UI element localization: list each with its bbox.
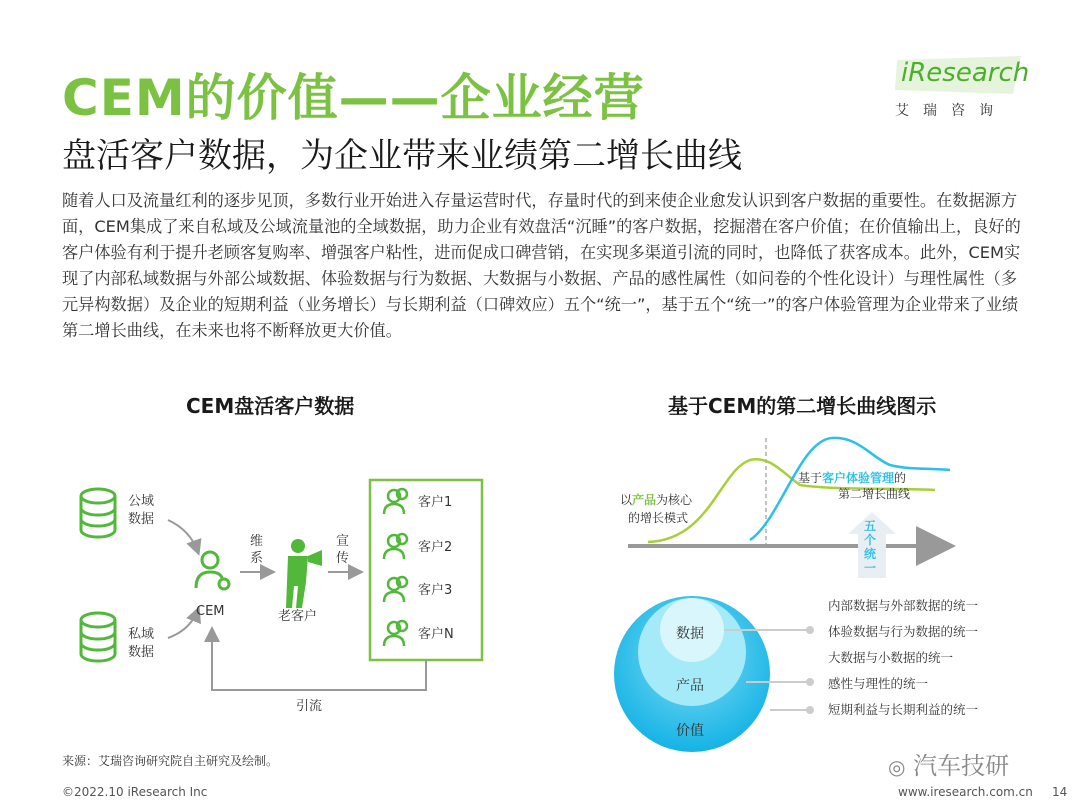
unification-5: 短期利益与长期利益的统一	[828, 702, 979, 717]
old-customer-label: 老客户	[278, 609, 318, 624]
cem-data-diagram	[60, 460, 500, 730]
customer-n-label: 客户N	[418, 627, 454, 642]
cem-label: CEM	[196, 604, 225, 619]
arrow-private-to-cem	[168, 610, 198, 638]
traffic-label: 引流	[296, 699, 323, 714]
source-note: 来源：艾瑞咨询研究院自主研究及绘制。	[62, 754, 279, 768]
leader-dot	[806, 706, 814, 714]
unification-1: 内部数据与外部数据的统一	[828, 598, 979, 613]
iresearch-logo	[893, 56, 1030, 120]
logo-chinese: 艾瑞咨询	[895, 103, 1007, 119]
watermark	[888, 746, 1009, 781]
customer-1-label: 客户1	[418, 495, 453, 510]
private-data-label-2: 数据	[128, 645, 155, 660]
right-diagram-title: 基于CEM的第二增长曲线图示	[668, 394, 937, 418]
customer-icon	[384, 534, 407, 559]
public-data-label-1: 公域	[128, 494, 155, 509]
customer-2-label: 客户2	[418, 540, 453, 555]
arrow-label-3: 统	[864, 547, 877, 561]
cem-curve-label-1: 基于客户体验管理的	[798, 471, 907, 485]
maintain-label-2: 系	[250, 551, 264, 566]
arrow-label-4: 一	[864, 561, 877, 575]
arrow-label-2: 个	[864, 533, 877, 547]
customer-3-label: 客户3	[418, 583, 453, 598]
unification-2: 体验数据与行为数据的统一	[828, 624, 979, 639]
public-data-label-2: 数据	[128, 512, 155, 527]
private-data-label-1: 私域	[128, 627, 155, 642]
promote-label-1: 宣	[336, 534, 350, 549]
cem-user-gear-icon	[196, 552, 229, 589]
cem-curve-label-2: 第二增长曲线	[838, 487, 911, 501]
left-diagram-title: CEM盘活客户数据	[186, 394, 355, 418]
page-title: CEM的价值——企业经营	[62, 69, 645, 127]
product-curve-label-1: 以产品为核心	[620, 493, 693, 507]
leader-dot	[806, 626, 814, 634]
public-database-icon	[81, 489, 115, 537]
customer-icon	[384, 621, 407, 646]
leader-dot	[806, 678, 814, 686]
page-subtitle: 盘活客户数据，为企业带来业绩第二增长曲线	[62, 136, 742, 176]
unification-4: 感性与理性的统一	[828, 676, 929, 691]
private-database-icon	[81, 613, 115, 661]
product-curve-label-2: 的增长模式	[628, 511, 689, 525]
page-number: 14	[1052, 785, 1068, 799]
copyright: ©2022.10 iResearch Inc	[62, 785, 208, 799]
body-paragraph: 随着人口及流量红利的逐步见顶，多数行业开始进入存量运营时代，存量时代的到来使企业愈发认识到客户数据的重要性。在数据源方面，CEM集成了来自私域及公域流量池的全域数据，助力企业有效盘活“沉睡”的客户数据，挖掘潜在客户价值；在价值输出上，良好的客户体验有利于提升老顾客复购率、增强客户粘性，进而促成口碑营销，在实现多渠道引流的同时，也降低了获客成本。此外，CEM实现了内部私域数据与外部公域数据、体验数据与行为数据、大数据与小数据、产品的感性属性（如问卷的个性化设计）与理性属性（多元异构数据）及企业的短期利益（业务增长）与长期利益（口碑效应）五个“统一”，基于五个“统一”的客户体验管理为企业带来了业绩第二增长曲线，在未来也将不断释放更大价值。	[62, 191, 1021, 340]
logo-word: iResearch	[901, 58, 1030, 88]
second-growth-curve-diagram	[600, 430, 1050, 760]
arrow-label-1: 五	[864, 519, 877, 533]
circle-label-data: 数据	[676, 626, 704, 642]
website-url: www.iresearch.com.cn	[898, 785, 1033, 799]
circle-label-value: 价值	[676, 723, 704, 739]
circle-label-product: 产品	[676, 678, 704, 694]
promote-label-2: 传	[336, 551, 350, 566]
watermark-text: 汽车技研	[913, 752, 1010, 780]
wechat-icon: ◎	[888, 755, 906, 779]
maintain-label-1: 维	[250, 534, 264, 549]
megaphone-person-icon	[286, 539, 322, 608]
customer-icon	[384, 577, 407, 602]
unification-3: 大数据与小数据的统一	[828, 650, 954, 665]
arrow-public-to-cem	[168, 520, 198, 552]
customer-icon	[384, 489, 407, 514]
